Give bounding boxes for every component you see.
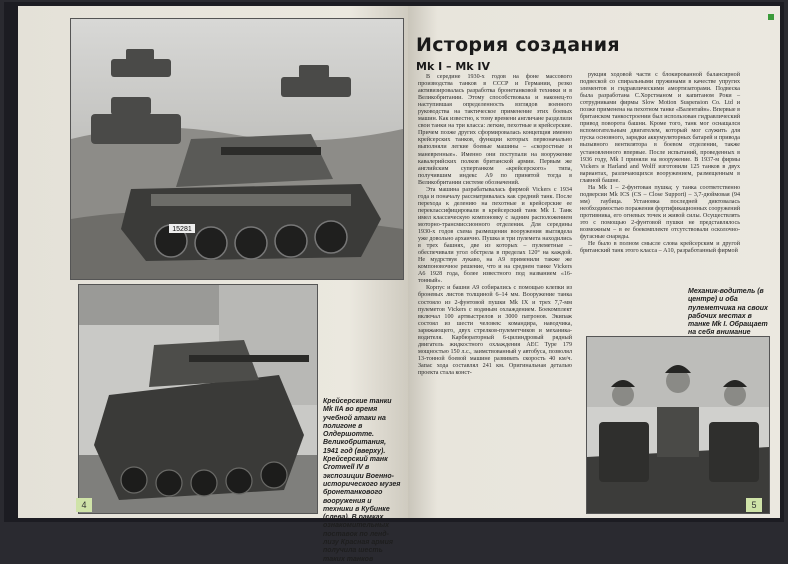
paragraph: Корпус и башни А9 собирались с помощью клепки из броневых листов толщиной 6–14 мм. Вооружение танка состояло из 2-фунтовой пушки Mk IX и трех 7,7-мм пулеметов Vickers с водяным охлаждением. Боекомплект включал 100 артвыстрелов и 3000 патронов. Экипаж состоял из шести человек: командира, наводчика, заряжающего, двух стрелков-пулеметчиков и механика-водителя. Карбюраторный 6-цилиндровый рядный двигатель жидкостного охлаждения АЕС Type 179 мощностью 150 л.с., заимствованный у автобуса, позволял 13-тонной боевой машине развивать скорость 40 км/ч. Запас хода составлял 241 км. Оригинальная деталью проекта стала конст- [418,285,572,376]
tanks-column-photo [70,18,404,280]
text-column-2 [580,72,740,255]
crew-photo [586,336,770,514]
left-caption: Крейсерские танки Mk IIA во время учебной атаки на полигоне в Олдершотте. Великобритания, 1941 год (вверху). Крейсерский танк Cromwell IV в экспозиции Военно-исторического музея бронетанкового вооружения и техники в Кубинке (слева). В рамках ознакомительных поставок по ленд-лизу Красная армия получила шесть таких танков [323,398,401,563]
tank-museum-photo [78,284,318,514]
paragraph: В середине 1930-х годов на фоне массового производства танков в СССР и Германии, резко активизировалась разработка бронетанковой техники и в Великобритании. Этому способствовала и наконец-то наступившая определенность взглядов военного руководства на тактическое применение этих боевых машин. Как известно, к тому времени англичане разделили свои танки на три класса: легкие, пехотные и крейсерские. Причем позже других сформировалась концепция именно крейсерских танков, функции которых первоначально выполняли легкие боевые машины – «скоростные и маневренные». Именно они поступали на вооружение кавалерийских полков британской армии. Первым же английским супертанком «крейсерского» типа, получившим индекс А9 по принятой тогда в Великобритании системе обозначений. [418,74,572,186]
page-subtitle: Mk I – Mk IV [416,60,491,73]
paragraph: рукция ходовой части с блокированной балансирной подвеской со спиральными пружинами в качестве упругих элементов и гидравлическими амортизаторами. Подвеска была разработана С.Хорстманом и капитаном Роки – сотрудниками фирмы Slow Motion Suspension Co. Ltd и позже применена на пехотном танке «Валентайн». Впервые в британском танкостроении был использован гидравлический привод поворота башни. Кроме того, танк мог оснащался вспомогательным двигателем, который мог служить для пуска основного, зарядки аккумуляторных батарей и привода вызывного вентилятора в боевом отделении, также установленного впервые. После испытаний, проведенных в 1936 году, Mk I приняли на вооружение. В 1937-м фирмы Vickers и Harland and Wolff изготовили 125 танков в двух вариантах, различающихся вооружением, размещенным в главной башне. [580,72,740,184]
text-column-1 [418,74,572,377]
right-page [408,6,780,518]
book-spread [4,2,784,563]
left-page [18,6,408,563]
left-page-number: 4 [76,498,92,512]
corner-mark [768,14,774,20]
right-page-number: 5 [746,498,762,512]
paragraph: Эта машина разрабатывалась фирмой Vickers с 1934 года и поначалу рассматривалась как средний танк. После перехода к делению на пехотные и крейсерские ее переклассифицировали в крейсерский танк Mk I. Танк имел классическую компоновку с задним расположением моторно-трансмиссионного отделения. Для середины 1930-х годов схема размещения вооружения выглядела уже довольно архаично. Пушка и три пулемета находились в трех башнях, две из которых – пулеметные – обеспечивали угол обстрела в пределах 120° на каждой. Не мудрствуя лукаво, на А9 применили также же компоновочное решение, что и на среднем танке Vickers А6 1928 года, более известного под названием «16-тонный». [418,186,572,285]
hull-number: 15281 [172,226,192,233]
right-caption: Механик-водитель (в центре) и оба пулеметчика на своих рабочих местах в танке Mk I. Обращает на себя внимание [688,288,768,337]
paragraph: Не было в полном смысле слова крейсерским и другой британский танк этого класса – А10, разработанный фирмой [580,241,740,255]
paragraph: На Mk I – 2-фунтовая пушка; у танка соответственно подверсии Mk ICS (CS – Close Support) – 3,7-дюймовая (94 мм) гаубица. Установка последней диктовалась необходимостью поражения фортификационных сооружений противника, его огневых точек и живой силы. Осуществлять это с помощью 2-фунтовой пушки не представлялось возможным – в ее боекомплекте отсутствовали осколочно-фугасные снаряды. [580,184,740,241]
page-title: История создания [416,34,620,56]
